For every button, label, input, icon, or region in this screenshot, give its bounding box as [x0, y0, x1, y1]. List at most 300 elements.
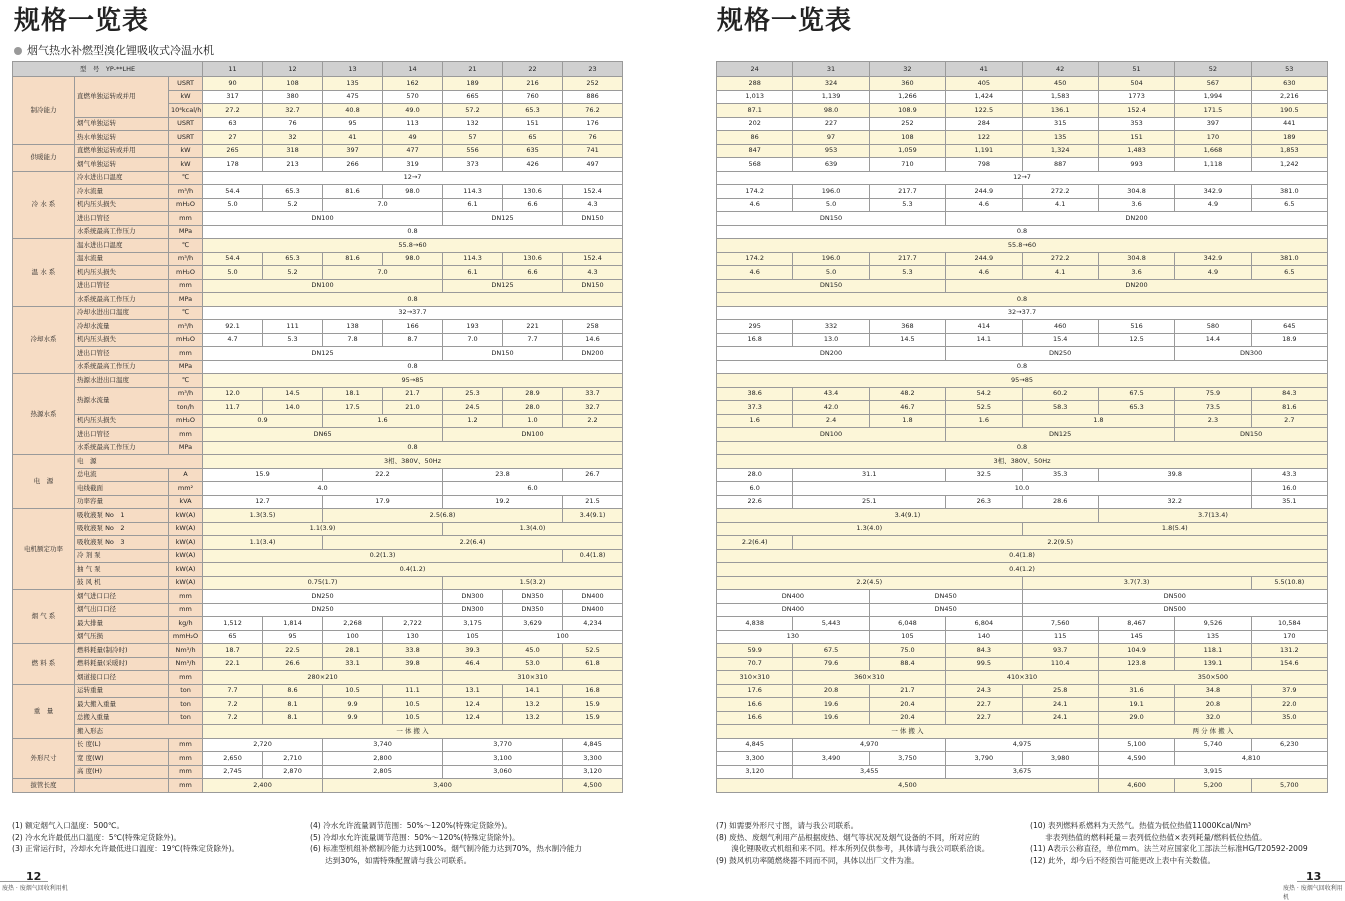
value-cell: 170 — [1175, 131, 1251, 145]
table-row — [13, 306, 623, 320]
value-cell: 37.9 — [1251, 684, 1327, 698]
value-cell: 12.5 — [1098, 333, 1174, 347]
value-cell: 635 — [503, 144, 563, 158]
category-cell: 热源水系 — [13, 374, 75, 455]
value-cell: 5.2 — [263, 198, 323, 212]
table-row — [717, 401, 1328, 415]
value-cell: 130.6 — [503, 185, 563, 199]
value-cell: 475 — [323, 90, 383, 104]
parameter-cell: 热水单独运转 — [75, 131, 169, 145]
value-cell: 20.4 — [869, 711, 945, 725]
table-row — [13, 495, 623, 509]
value-cell: 10.5 — [383, 711, 443, 725]
table-row — [717, 563, 1328, 577]
value-cell: 27.2 — [203, 104, 263, 118]
value-cell: 3,629 — [503, 617, 563, 631]
unit-cell: mm — [169, 779, 203, 793]
value-cell: 24.5 — [443, 401, 503, 415]
value-cell: 2,805 — [323, 765, 443, 779]
value-cell: DN150 — [563, 279, 623, 293]
value-cell: 2.2(9.5) — [793, 536, 1328, 550]
value-cell: 1,139 — [793, 90, 869, 104]
value-cell: 2.7 — [1251, 414, 1327, 428]
unit-cell: 10⁴kcal/h — [169, 104, 203, 118]
value-cell: 886 — [563, 90, 623, 104]
value-cell: 97 — [793, 131, 869, 145]
value-cell: 38.6 — [717, 387, 793, 401]
value-cell: 87.1 — [717, 104, 793, 118]
value-cell: 567 — [1175, 77, 1251, 91]
value-cell: 32.5 — [946, 468, 1022, 482]
table-row — [13, 347, 623, 361]
value-cell: 20.8 — [1175, 698, 1251, 712]
parameter-cell: 抽 气 泵 — [75, 563, 169, 577]
value-cell: 14.0 — [263, 401, 323, 415]
value-cell: 3,100 — [443, 752, 563, 766]
value-cell: 17.9 — [323, 495, 443, 509]
table-row — [717, 725, 1328, 739]
value-cell: 360×310 — [793, 671, 946, 685]
parameter-cell: 进出口管径 — [75, 347, 169, 361]
value-cell: 6.0 — [717, 482, 793, 496]
subtitle — [14, 42, 214, 58]
table-row — [717, 482, 1328, 496]
value-cell: 280×210 — [203, 671, 443, 685]
value-cell: 3,120 — [717, 765, 793, 779]
value-cell: 14.6 — [563, 333, 623, 347]
value-cell: 14.1 — [946, 333, 1022, 347]
table-row — [717, 617, 1328, 631]
unit-cell: Nm³/h — [169, 657, 203, 671]
table-row — [13, 563, 623, 577]
value-cell: 216 — [503, 77, 563, 91]
value-cell: 31.1 — [793, 468, 946, 482]
value-cell: 32 — [263, 131, 323, 145]
category-cell: 重 量 — [13, 684, 75, 738]
value-cell: 14.5 — [869, 333, 945, 347]
value-cell: 122.5 — [946, 104, 1022, 118]
value-cell: 272.2 — [1022, 185, 1098, 199]
value-cell: 1773 — [1098, 90, 1174, 104]
value-cell: DN400 — [563, 603, 623, 617]
model-column-header: 23 — [563, 62, 623, 77]
value-cell: 450 — [1022, 77, 1098, 91]
value-cell: 3,915 — [1098, 765, 1327, 779]
model-column-header: 31 — [793, 62, 869, 77]
value-cell: 1.3(4.0) — [443, 522, 623, 536]
table-row — [717, 387, 1328, 401]
table-row — [717, 468, 1328, 482]
table-row — [717, 590, 1328, 604]
value-cell: 310×310 — [717, 671, 793, 685]
value-cell: 25.1 — [793, 495, 946, 509]
value-cell: 380 — [263, 90, 323, 104]
value-cell: 580 — [1175, 320, 1251, 334]
value-cell: 304.8 — [1098, 185, 1174, 199]
model-column-header: 53 — [1251, 62, 1327, 77]
value-cell: 171.5 — [1175, 104, 1251, 118]
value-cell: 21.5 — [563, 495, 623, 509]
value-cell: 11.7 — [203, 401, 263, 415]
category-cell: 燃 料 系 — [13, 644, 75, 685]
value-cell: 2,722 — [383, 617, 443, 631]
value-cell: 一 体 搬 入 — [203, 725, 623, 739]
unit-cell: mH₂O — [169, 333, 203, 347]
value-cell: 368 — [869, 320, 945, 334]
value-cell: 953 — [793, 144, 869, 158]
table-row — [717, 698, 1328, 712]
value-cell: 122 — [946, 131, 1022, 145]
parameter-cell: 进出口管径 — [75, 212, 169, 226]
parameter-cell: 吸收液泵 No 3 — [75, 536, 169, 550]
parameter-cell: 机内压头损失 — [75, 333, 169, 347]
value-cell: 29.0 — [1098, 711, 1174, 725]
value-cell: 9.9 — [323, 698, 383, 712]
table-row — [717, 306, 1328, 320]
unit-cell: ℃ — [169, 306, 203, 320]
value-cell: 178 — [203, 158, 263, 172]
value-cell: 75.9 — [1175, 387, 1251, 401]
parameter-cell: 吸收液泵 No 1 — [75, 509, 169, 523]
value-cell: 1.8 — [869, 414, 945, 428]
value-cell: 22.7 — [946, 711, 1022, 725]
table-header-row — [717, 62, 1328, 77]
value-cell: 39.8 — [383, 657, 443, 671]
value-cell: 12.4 — [443, 711, 503, 725]
parameter-cell: 长 度(L) — [75, 738, 169, 752]
unit-cell: m³/h — [169, 320, 203, 334]
value-cell: 5,740 — [1175, 738, 1251, 752]
value-cell: 4.1 — [1022, 266, 1098, 280]
value-cell: 202 — [717, 117, 793, 131]
value-cell: 16.6 — [717, 698, 793, 712]
value-cell: 2.3 — [1175, 414, 1251, 428]
table-row — [13, 522, 623, 536]
unit-cell: kW — [169, 144, 203, 158]
value-cell: 332 — [793, 320, 869, 334]
value-cell: 5.0 — [203, 198, 263, 212]
value-cell: 105 — [869, 630, 945, 644]
value-cell: 95 — [323, 117, 383, 131]
value-cell: 22.6 — [717, 495, 793, 509]
parameter-cell: 烟气出口口径 — [75, 603, 169, 617]
value-cell: 8.1 — [263, 698, 323, 712]
parameter-cell: 水系统最高工作压力 — [75, 360, 169, 374]
value-cell: 16.0 — [1251, 482, 1327, 496]
value-cell: 8,467 — [1098, 617, 1174, 631]
value-cell: 4,590 — [1098, 752, 1174, 766]
value-cell: 32.7 — [563, 401, 623, 415]
value-cell: 58.3 — [1022, 401, 1098, 415]
table-row — [717, 711, 1328, 725]
unit-cell: mm — [169, 671, 203, 685]
value-cell: DN100 — [203, 279, 443, 293]
value-cell: 115 — [1022, 630, 1098, 644]
value-cell: DN300 — [1175, 347, 1328, 361]
model-column-header: 13 — [323, 62, 383, 77]
note-line: (3) 正常运行时，冷却水允许最低进口温度：19℃(特殊定货除外)。 — [12, 844, 240, 853]
model-column-header: 14 — [383, 62, 443, 77]
category-cell: 外形尺寸 — [13, 738, 75, 779]
value-cell: 196.0 — [793, 185, 869, 199]
value-cell: 46.7 — [869, 401, 945, 415]
unit-cell: ton — [169, 698, 203, 712]
unit-cell: A — [169, 468, 203, 482]
value-cell: 170 — [1251, 630, 1327, 644]
parameter-cell: 吸收液泵 No 2 — [75, 522, 169, 536]
value-cell: 2.2(6.4) — [717, 536, 793, 550]
value-cell: 54.4 — [203, 252, 263, 266]
value-cell: 189 — [1251, 131, 1327, 145]
value-cell: 1,512 — [203, 617, 263, 631]
parameter-cell: 直燃单独运转或并用 — [75, 77, 169, 118]
value-cell: 2,216 — [1251, 90, 1327, 104]
value-cell: 52.5 — [946, 401, 1022, 415]
value-cell: 217.7 — [869, 185, 945, 199]
table-row — [717, 347, 1328, 361]
unit-cell: USRT — [169, 117, 203, 131]
value-cell: 497 — [563, 158, 623, 172]
value-cell: 4.6 — [717, 266, 793, 280]
value-cell: 6,048 — [869, 617, 945, 631]
table-row — [13, 414, 623, 428]
value-cell: 7.8 — [323, 333, 383, 347]
parameter-cell: 鼓 风 机 — [75, 576, 169, 590]
value-cell: 3,790 — [946, 752, 1022, 766]
note-line: (2) 冷水允许最低出口温度：5℃(特殊定货除外)。 — [12, 832, 182, 842]
model-column-header: 52 — [1175, 62, 1251, 77]
unit-cell: ℃ — [169, 374, 203, 388]
table-row — [717, 455, 1328, 469]
value-cell: 152.4 — [563, 252, 623, 266]
value-cell: 21.7 — [383, 387, 443, 401]
value-cell: 227 — [793, 117, 869, 131]
table-row — [717, 738, 1328, 752]
value-cell: 123.8 — [1098, 657, 1174, 671]
value-cell: 6,804 — [946, 617, 1022, 631]
value-cell: 3.7(13.4) — [1098, 509, 1327, 523]
value-cell: 4,500 — [563, 779, 623, 793]
unit-cell: mH₂O — [169, 198, 203, 212]
value-cell: 26.7 — [563, 468, 623, 482]
value-cell: 81.6 — [1251, 401, 1327, 415]
value-cell: 26.6 — [263, 657, 323, 671]
value-cell: 108 — [263, 77, 323, 91]
value-cell: DN150 — [717, 212, 946, 226]
value-cell: 7.7 — [203, 684, 263, 698]
value-cell: 15.4 — [1022, 333, 1098, 347]
value-cell: 441 — [1251, 117, 1327, 131]
value-cell: 1.6 — [717, 414, 793, 428]
value-cell: 381.0 — [1251, 252, 1327, 266]
value-cell: 2,870 — [263, 765, 323, 779]
value-cell: 49.0 — [383, 104, 443, 118]
table-row — [717, 185, 1328, 199]
value-cell: 5.0 — [793, 266, 869, 280]
value-cell: 22.2 — [323, 468, 443, 482]
value-cell: 213 — [263, 158, 323, 172]
value-cell: 760 — [503, 90, 563, 104]
value-cell: 154.6 — [1251, 657, 1327, 671]
table-row — [13, 320, 623, 334]
value-cell: 22.5 — [263, 644, 323, 658]
footer-label-left: 废热 · 废烟气回收利用机 — [2, 885, 68, 892]
table-row — [717, 657, 1328, 671]
parameter-cell: 水系统最高工作压力 — [75, 225, 169, 239]
parameter-cell: 烟气单独运转 — [75, 158, 169, 172]
value-cell: 33.7 — [563, 387, 623, 401]
value-cell: 20.4 — [869, 698, 945, 712]
unit-cell: m³/h — [169, 185, 203, 199]
table-row — [13, 266, 623, 280]
value-cell: 360 — [869, 77, 945, 91]
table-row — [717, 117, 1328, 131]
value-cell: 193 — [443, 320, 503, 334]
value-cell: 304.8 — [1098, 252, 1174, 266]
value-cell: 138 — [323, 320, 383, 334]
value-cell: 7,560 — [1022, 617, 1098, 631]
value-cell: 110.4 — [1022, 657, 1098, 671]
unit-cell: MPa — [169, 360, 203, 374]
table-row — [13, 117, 623, 131]
value-cell: 887 — [1022, 158, 1098, 172]
value-cell: 2.2(4.5) — [717, 576, 1023, 590]
value-cell: 55.8→60 — [203, 239, 623, 253]
value-cell: 28.9 — [503, 387, 563, 401]
value-cell: 135 — [1175, 630, 1251, 644]
parameter-cell: 冷却水流量 — [75, 320, 169, 334]
value-cell: 426 — [503, 158, 563, 172]
value-cell: 2.5(6.8) — [323, 509, 563, 523]
unit-cell: m³/h — [169, 387, 203, 401]
value-cell: 70.7 — [717, 657, 793, 671]
unit-cell: kW(A) — [169, 536, 203, 550]
value-cell: 18.9 — [1251, 333, 1327, 347]
value-cell: 24.3 — [946, 684, 1022, 698]
value-cell: 84.3 — [946, 644, 1022, 658]
parameter-cell: 机内压头损失 — [75, 266, 169, 280]
value-cell: 81.6 — [323, 185, 383, 199]
value-cell: 57.2 — [443, 104, 503, 118]
table-row — [13, 644, 623, 658]
value-cell: 5.5(10.8) — [1251, 576, 1327, 590]
unit-cell: mm — [169, 212, 203, 226]
value-cell: 43.4 — [793, 387, 869, 401]
value-cell: 34.8 — [1175, 684, 1251, 698]
value-cell: 2,650 — [203, 752, 263, 766]
value-cell: 21.0 — [383, 401, 443, 415]
value-cell: 3,175 — [443, 617, 503, 631]
note-line: (1) 额定烟气入口温度：500℃。 — [12, 821, 125, 830]
parameter-cell: 宽 度(W) — [75, 752, 169, 766]
value-cell: 3,060 — [443, 765, 563, 779]
value-cell: 1.1(3.9) — [203, 522, 443, 536]
value-cell: 381.0 — [1251, 185, 1327, 199]
value-cell: 65.3 — [263, 252, 323, 266]
value-cell: 4.6 — [946, 198, 1022, 212]
value-cell: 22.7 — [946, 698, 1022, 712]
value-cell: 136.1 — [1022, 104, 1098, 118]
value-cell: 221 — [503, 320, 563, 334]
notes-right-1 — [716, 820, 989, 866]
value-cell: 1.0 — [503, 414, 563, 428]
notes-right-2 — [1030, 820, 1308, 866]
value-cell: 32.7 — [263, 104, 323, 118]
value-cell: DN200 — [563, 347, 623, 361]
unit-cell: USRT — [169, 77, 203, 91]
unit-cell: kW(A) — [169, 549, 203, 563]
value-cell: 4.9 — [1175, 266, 1251, 280]
value-cell: 847 — [717, 144, 793, 158]
value-cell: 318 — [263, 144, 323, 158]
value-cell: 两 分 体 搬 入 — [1098, 725, 1327, 739]
table-row — [717, 671, 1328, 685]
table-row — [13, 725, 623, 739]
value-cell: 630 — [1251, 77, 1327, 91]
table-row — [13, 576, 623, 590]
value-cell: 131.2 — [1251, 644, 1327, 658]
value-cell: DN125 — [443, 279, 563, 293]
value-cell: 98.0 — [793, 104, 869, 118]
unit-cell: ton — [169, 711, 203, 725]
table-row — [717, 158, 1328, 172]
value-cell: 65 — [203, 630, 263, 644]
table-row — [13, 455, 623, 469]
value-cell: 27 — [203, 131, 263, 145]
value-cell: 4.1 — [1022, 198, 1098, 212]
value-cell: 6.5 — [1251, 198, 1327, 212]
value-cell: 0.8 — [203, 360, 623, 374]
value-cell: 252 — [563, 77, 623, 91]
value-cell: 151 — [503, 117, 563, 131]
table-row — [13, 657, 623, 671]
value-cell: 405 — [946, 77, 1022, 91]
value-cell: DN400 — [563, 590, 623, 604]
value-cell: 1,059 — [869, 144, 945, 158]
value-cell: 317 — [203, 90, 263, 104]
value-cell: 118.1 — [1175, 644, 1251, 658]
parameter-cell: 功率容量 — [75, 495, 169, 509]
value-cell: 52.5 — [563, 644, 623, 658]
table-row — [13, 698, 623, 712]
model-column-header: 41 — [946, 62, 1022, 77]
value-cell: DN100 — [717, 428, 946, 442]
unit-cell: mmH₂O — [169, 630, 203, 644]
value-cell: 63 — [203, 117, 263, 131]
value-cell: 19.1 — [1098, 698, 1174, 712]
value-cell: 18.1 — [323, 387, 383, 401]
value-cell: 353 — [1098, 117, 1174, 131]
value-cell: 59.9 — [717, 644, 793, 658]
value-cell: 556 — [443, 144, 503, 158]
value-cell: 4.7 — [203, 333, 263, 347]
value-cell: 798 — [946, 158, 1022, 172]
parameter-cell: 最大排量 — [75, 617, 169, 631]
value-cell: 4.6 — [717, 198, 793, 212]
value-cell: DN450 — [869, 603, 1022, 617]
value-cell: 98.0 — [383, 252, 443, 266]
value-cell: 95→85 — [203, 374, 623, 388]
table-row — [13, 482, 623, 496]
value-cell: 166 — [383, 320, 443, 334]
value-cell: 5,700 — [1251, 779, 1327, 793]
value-cell: 174.2 — [717, 252, 793, 266]
value-cell: 162 — [383, 77, 443, 91]
value-cell: 5,443 — [793, 617, 869, 631]
value-cell: 319 — [383, 158, 443, 172]
value-cell: 90 — [203, 77, 263, 91]
value-cell: 5.3 — [263, 333, 323, 347]
